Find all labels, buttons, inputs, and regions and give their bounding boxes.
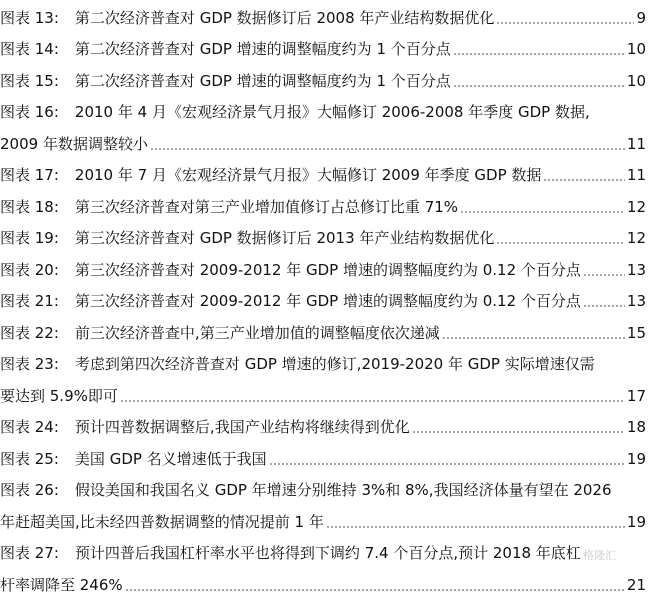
page-number: 19	[626, 512, 646, 531]
toc-line	[0, 221, 652, 253]
toc-line	[0, 95, 652, 127]
figure-title: 第三次经济普查对第三产业增加值修订占总修订比重 71%	[74, 197, 459, 216]
figure-label: 图表 14:	[0, 40, 59, 58]
page-number: 10	[626, 71, 646, 90]
figure-label: 图表 16:	[0, 103, 59, 121]
figure-label: 图表 25:	[0, 449, 59, 468]
toc-line	[0, 347, 652, 379]
toc-entry[interactable]	[0, 221, 652, 253]
figure-label: 图表 24:	[0, 418, 59, 436]
page-number: 12	[626, 229, 646, 247]
toc-entry[interactable]	[0, 441, 652, 473]
dot-leader	[150, 148, 625, 150]
page-number: 11	[626, 166, 646, 184]
figure-title: 第三次经济普查对 2009-2012 年 GDP 增速的调整幅度约为 0.12 个百分点	[74, 292, 581, 310]
figure-title: 第三次经济普查对 2009-2012 年 GDP 增速的调整幅度约为 0.12 个百分点	[74, 260, 581, 279]
figure-label: 图表 27:	[0, 544, 59, 562]
watermark: 格隆汇	[583, 549, 616, 562]
dot-leader	[125, 589, 625, 591]
page-number: 11	[626, 134, 646, 153]
page-number: 12	[626, 197, 646, 216]
figure-label: 图表 13:	[0, 8, 59, 27]
dot-leader	[453, 85, 625, 87]
page-number: 15	[626, 323, 646, 342]
toc-line	[0, 189, 652, 221]
dot-leader	[120, 400, 625, 402]
toc-entry[interactable]	[0, 95, 652, 158]
toc-line	[0, 315, 652, 347]
figure-title: 杆率调降至 246%	[0, 575, 123, 594]
toc-line	[0, 252, 652, 284]
figure-label: 图表 26:	[0, 481, 59, 499]
dot-leader	[496, 242, 625, 244]
toc-entry[interactable]	[0, 284, 652, 316]
page-number: 9	[636, 8, 646, 27]
page-number: 17	[626, 386, 646, 405]
toc-line	[0, 410, 652, 442]
page-number: 13	[626, 292, 646, 310]
toc-entry[interactable]	[0, 252, 652, 284]
figure-label: 图表 19:	[0, 229, 59, 247]
figure-label: 图表 23:	[0, 355, 59, 373]
toc-line	[0, 63, 652, 95]
toc-line	[0, 284, 652, 316]
figure-label: 图表 15:	[0, 71, 59, 90]
figure-title: 2010 年 4 月《宏观经济景气月报》大幅修订 2006-2008 年季度 GDP 数据,	[74, 103, 590, 121]
figure-title: 考虑到第四次经济普查对 GDP 增速的修订,2019-2020 年 GDP 实际增速仅需	[74, 355, 595, 373]
figure-title: 美国 GDP 名义增速低于我国	[74, 449, 267, 468]
dot-leader	[326, 526, 625, 528]
toc-line	[0, 504, 652, 536]
figure-title: 第三次经济普查对 GDP 数据修订后 2013 年产业结构数据优化	[74, 229, 495, 247]
page-number: 19	[626, 449, 646, 468]
toc-entry[interactable]	[0, 347, 652, 410]
toc-line	[0, 0, 652, 32]
toc-line	[0, 567, 652, 599]
page-number: 21	[626, 575, 646, 594]
figure-title: 年赶超美国,比未经四普数据调整的情况提前 1 年	[0, 512, 324, 531]
toc-line	[0, 473, 652, 505]
page-number: 13	[626, 260, 646, 279]
toc-line	[0, 536, 652, 568]
toc-entry[interactable]	[0, 315, 652, 347]
figure-title: 要达到 5.9%即可	[0, 386, 118, 405]
toc-entry[interactable]	[0, 158, 652, 190]
dot-leader	[412, 431, 625, 433]
page-number: 10	[626, 40, 646, 58]
dot-leader	[460, 211, 625, 213]
figure-title: 预计四普后我国杠杆率水平也将得到下调约 7.4 个百分点,预计 2018 年底杠	[74, 544, 581, 562]
toc-entry[interactable]	[0, 410, 652, 442]
dot-leader	[543, 179, 624, 181]
figure-title: 第二次经济普查对 GDP 增速的调整幅度约为 1 个百分点	[74, 40, 451, 58]
page-number: 18	[626, 418, 646, 436]
dot-leader	[442, 337, 625, 339]
figure-title: 2009 年数据调整较小	[0, 134, 148, 153]
toc-line	[0, 158, 652, 190]
toc-entry[interactable]	[0, 63, 652, 95]
figure-label: 图表 17:	[0, 166, 59, 184]
dot-leader	[453, 53, 625, 55]
toc-entry[interactable]	[0, 473, 652, 536]
figure-title: 第二次经济普查对 GDP 数据修订后 2008 年产业结构数据优化	[74, 8, 495, 27]
figure-label: 图表 18:	[0, 197, 59, 216]
dot-leader	[583, 274, 625, 276]
figure-title: 第二次经济普查对 GDP 增速的调整幅度约为 1 个百分点	[74, 71, 451, 90]
toc-entry[interactable]	[0, 0, 652, 32]
toc-entry[interactable]	[0, 32, 652, 64]
figure-title: 预计四普数据调整后,我国产业结构将继续得到优化	[74, 418, 410, 436]
figure-label: 图表 22:	[0, 323, 59, 342]
toc-line	[0, 378, 652, 410]
dot-leader	[496, 22, 634, 24]
toc-line	[0, 32, 652, 64]
figure-title: 假设美国和我国名义 GDP 年增速分别维持 3%和 8%,我国经济体量有望在 2026	[74, 481, 612, 499]
toc-line	[0, 441, 652, 473]
figure-label: 图表 20:	[0, 260, 59, 279]
figure-title: 2010 年 7 月《宏观经济景气月报》大幅修订 2009 年季度 GDP 数据	[74, 166, 542, 184]
figure-title: 前三次经济普查中,第三产业增加值的调整幅度依次递减	[74, 323, 440, 342]
figure-label: 图表 21:	[0, 292, 59, 310]
dot-leader	[583, 305, 625, 307]
toc-line	[0, 126, 652, 158]
toc-entry[interactable]	[0, 189, 652, 221]
dot-leader	[269, 463, 625, 465]
toc-entry[interactable]	[0, 536, 652, 599]
